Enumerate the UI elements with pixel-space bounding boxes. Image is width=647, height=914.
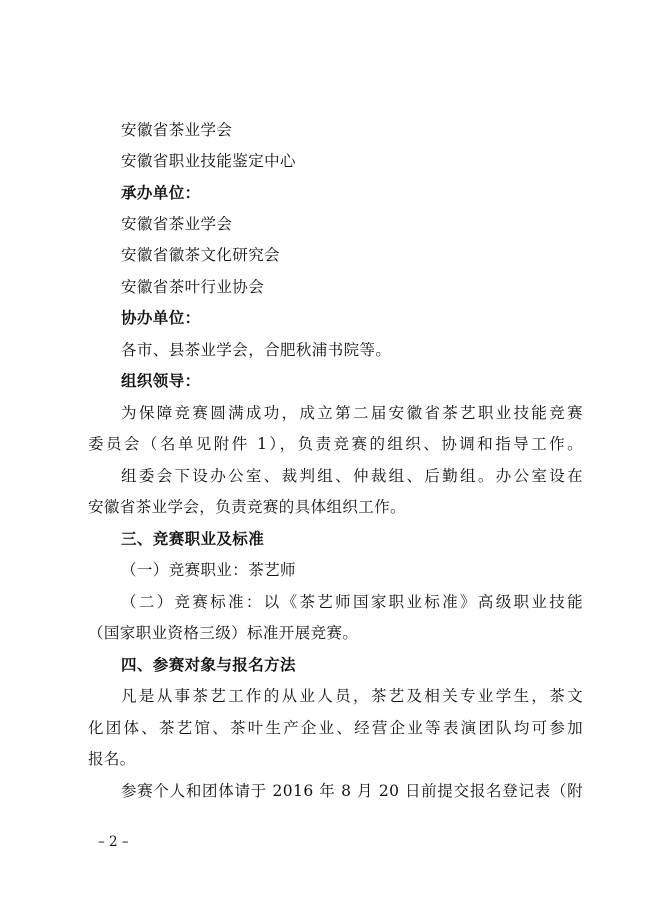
leadership-paragraph-line-1: 为保障竞赛圆满成功，成立第二届安徽省茶艺职业技能竞赛: [121, 404, 583, 422]
host-units-heading: 承办单位：: [121, 183, 201, 202]
eligibility-paragraph-line-3: 报名。: [88, 750, 136, 768]
page-number: – 2 –: [98, 834, 129, 850]
eligibility-paragraph-line-2: 化团体、茶艺馆、茶叶生产企业、经营企业等表演团队均可参加: [88, 719, 583, 737]
co-host-units-text: 各市、县茶业学会，合肥秋浦书院等。: [121, 341, 392, 359]
host-tea-society: 安徽省茶业学会: [121, 215, 233, 233]
host-huicha-culture-institute: 安徽省徽茶文化研究会: [121, 246, 281, 264]
organizer-skills-center: 安徽省职业技能鉴定中心: [121, 152, 296, 170]
competition-standard-line-2: （国家职业资格三级）标准开展竞赛。: [88, 624, 359, 642]
committee-paragraph-line-2: 安徽省茶业学会，负责竞赛的具体组织工作。: [88, 498, 407, 516]
competition-occupation: （一）竞赛职业：茶艺师: [121, 561, 296, 579]
co-host-units-heading: 协办单位：: [121, 308, 201, 327]
leadership-paragraph-line-2: 委员会（名单见附件 1），负责竞赛的组织、协调和指导工作。: [88, 435, 583, 453]
section-four-heading: 四、参赛对象与报名方法: [121, 655, 296, 674]
section-three-heading: 三、竞赛职业及标准: [121, 529, 265, 548]
organization-leadership-heading: 组织领导：: [121, 371, 201, 390]
eligibility-paragraph-line-1: 凡是从事茶艺工作的从业人员，茶艺及相关专业学生，茶文: [121, 687, 583, 705]
organizer-tea-society: 安徽省茶业学会: [121, 121, 233, 139]
registration-paragraph-line-1: 参赛个人和团体请于 2016 年 8 月 20 日前提交报名登记表（附: [121, 782, 583, 800]
host-tea-industry-association: 安徽省茶叶行业协会: [121, 278, 265, 296]
committee-paragraph-line-1: 组委会下设办公室、裁判组、仲裁组、后勤组。办公室设在: [121, 467, 583, 485]
competition-standard-line-1: （二）竞赛标准：以《茶艺师国家职业标准》高级职业技能: [121, 593, 583, 611]
